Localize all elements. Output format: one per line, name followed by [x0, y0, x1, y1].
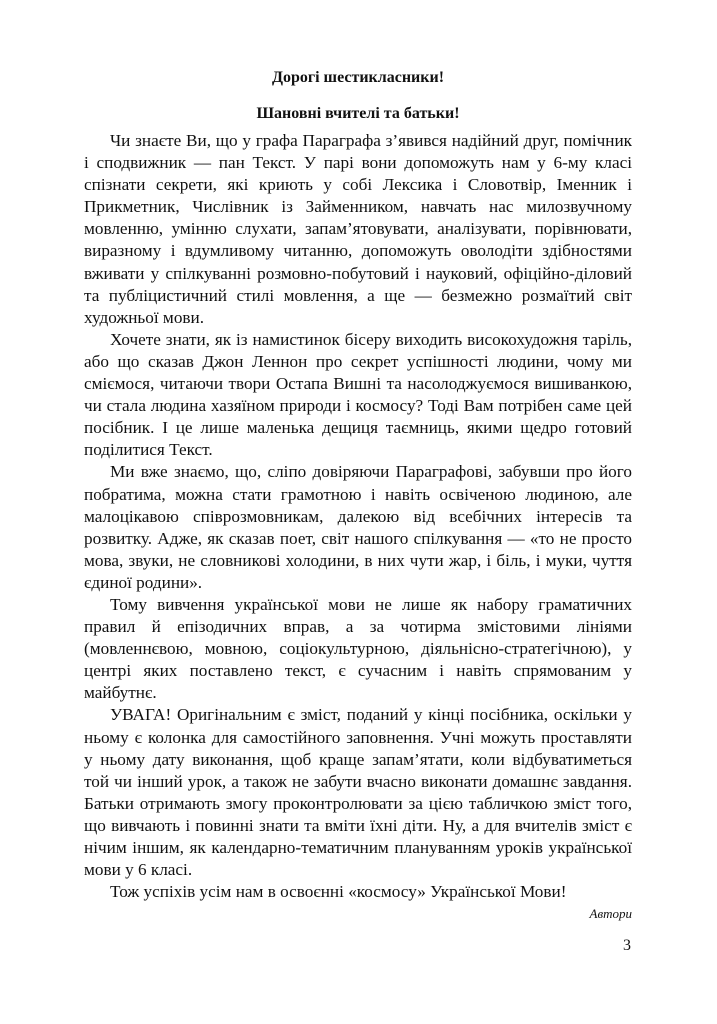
signature: Автори — [589, 906, 632, 922]
paragraph-6: Тож успіхів усім нам в освоєнні «космосу» Української Мови! — [110, 882, 567, 902]
page-number: 3 — [623, 937, 631, 954]
paragraph-5: УВАГА! Оригінальним є зміст, поданий у кінці посібника, оскільки у ньому є колонка для самостійного заповнення. Учні можуть проставляти у ньому дату виконання, щоб краще запам’ятати, коли відбуватиметься той чи інший урок, а також не забути вчасно виконати домашнє завдання. Батьки отримають змогу проконтролювати за цією табличкою зміст того, що вивчають і повинні знати та вміти їхні діти. Ну, а для вчителів зміст є нічим іншим, як календарно-тематичним плануванням уроків української мови у 6 класі. — [84, 705, 632, 880]
body-text — [84, 130, 632, 903]
salutation-heading: Шановні вчителі та батьки! — [256, 105, 460, 122]
paragraph-4: Тому вивчення української мови не лише як набору граматичних правил й епізодичних вправ, а за чотирма змістовими лініями (мовленнєвою, мовною, соціокультурною, діяльнісно-стратегічною), у центрі яких поставлено текст, є сучасним і навіть спрямованим у майбутнє. — [84, 594, 632, 703]
paragraph-2: Хочете знати, як із намистинок бісеру виходить високохудожня таріль, або що сказав Джон Леннон про секрет успішності людини, чому ми сміємося, читаючи твори Остапа Вишні та насолоджуємося вишиванкою, чи стала людина хазяїном природи і космосу? Тоді Вам потрібен саме цей посібник. І це лише маленька дещиця таємниць, якими щедро готовий поділитися Текст. — [84, 329, 632, 460]
page-content — [84, 68, 632, 923]
paragraph-3: Ми вже знаємо, що, сліпо довіряючи Параграфові, забувши про його побратима, можна стати грамотною і навіть освіченою людиною, але малоцікавою співрозмовникам, далекою від всебічних інтересів та розвитку. Адже, як сказав поет, світ нашого спілкування — «то не просто мова, звуки, не словникові холодини, в них чути жар, і біль, і муки, чуття єдиної родини». — [84, 462, 632, 592]
paragraph-1: Чи знаєте Ви, що у графа Параграфа з’явився надійний друг, помічник і сподвижник — пан Текст. У парі вони допоможуть нам у 6-му класі спізнати секрети, які криють у собі Лексика і Словотвір, Іменник і Прикметник, Числівник із Займенником, навчать нас милозвучному мовленню, умінню слухати, запам’ятовувати, аналізувати, порівнювати, виразному і вдумливому читанню, допоможуть оволодіти здібностями вживати у спілкуванні розмовно-побутовий і науковий, офіційно-діловий та публіцистичний стилі мовлення, а ще — безмежно розмаїтий світ художньої мови. — [84, 131, 632, 327]
greeting-heading: Дорогі шестикласники! — [271, 69, 445, 86]
